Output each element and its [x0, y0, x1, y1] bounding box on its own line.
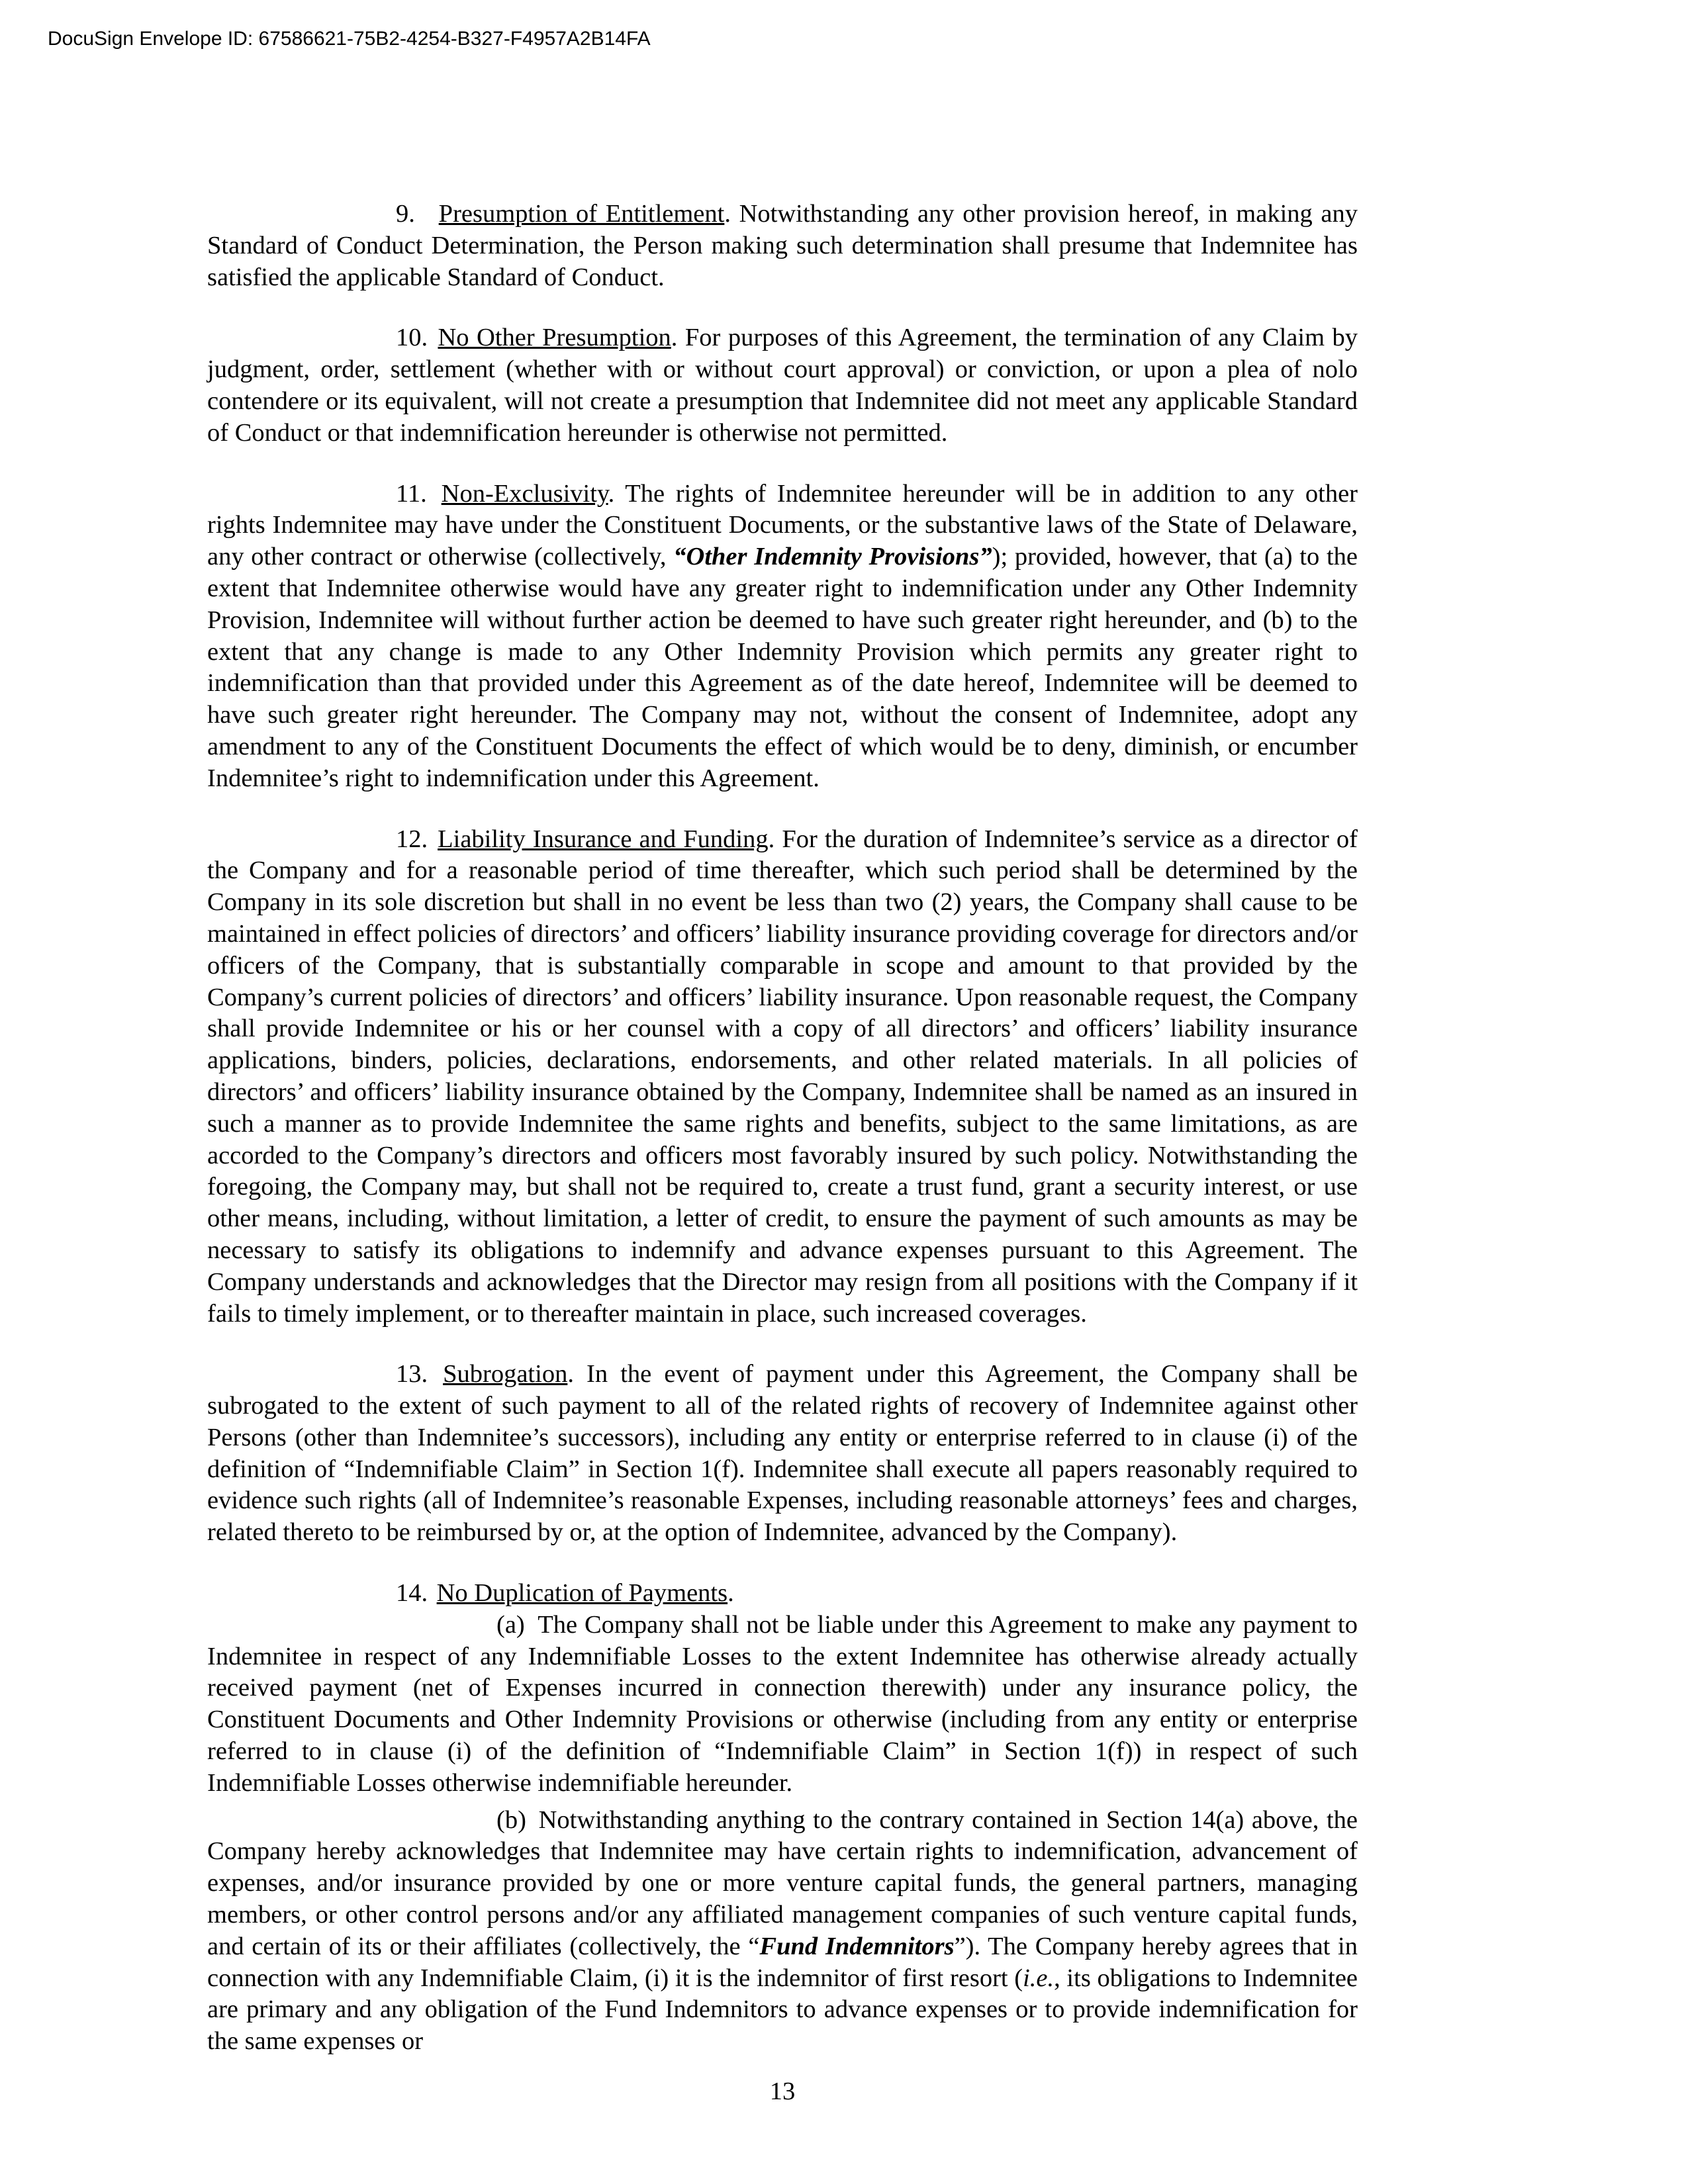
section-14	[207, 1578, 1358, 1610]
section-heading: No Other Presumption	[438, 324, 671, 352]
section-number: 9.	[396, 200, 415, 228]
section-number: 10.	[396, 324, 428, 352]
section-text: .	[727, 1579, 734, 1608]
section-heading: Subrogation	[443, 1360, 568, 1388]
section-13	[207, 1359, 1358, 1549]
section-number: 11.	[396, 479, 427, 508]
section-heading: Liability Insurance and Funding	[438, 825, 769, 853]
section-heading: Presumption of Entitlement	[438, 200, 725, 228]
section-12	[207, 824, 1358, 1330]
section-9	[207, 199, 1358, 293]
subsection-a	[207, 1610, 1358, 1799]
section-text: . Notwithstanding any other provision hereof, in making any Standard of Conduct Determination, the Person making such determination shall presume that Indemnitee has satisfied the applicable Standard of Conduct.	[207, 200, 1358, 291]
section-text: Notwithstanding anything to the contrary contained in Section 14(a) above, the Company hereby acknowledges that Indemnitee may have certain rights to indemnification, advancement of expenses, and/or insurance provided by one or more venture capital funds, the general partners, managing members, or other control persons and/or any affiliated management companies of such venture capital funds, and certain of its or their affiliates (collectively, the “	[207, 1805, 1358, 1960]
section-text: . For the duration of Indemnitee’s service as a director of the Company and for a reasonable period of time thereafter, which such period shall be determined by the Company in its sole discretion but shall in no event be less than two (2) years, the Company shall cause to be maintained in effect policies of directors’ and officers’ liability insurance providing coverage for directors and/or officers of the Company, that is substantially comparable in scope and amount to that provided by the Company’s current policies of directors’ and officers’ liability insurance. Upon reasonable request, the Company shall provide Indemnitee or his or her counsel with a copy of all directors’ and officers’ liability insurance applications, binders, policies, declarations, endorsements, and other related materials. In all policies of directors’ and officers’ liability insurance obtained by the Company, Indemnitee shall be named as an insured in such a manner as to provide Indemnitee the same rights and benefits, subject to the same limitations, as are accorded to the Company’s directors and officers most favorably insured by such policy. Notwithstanding the foregoing, the Company may, but shall not be required to, create a trust fund, grant a security interest, or use other means, including, without limitation, a letter of credit, to ensure the payment of such amounts as may be necessary to satisfy its obligations to indemnify and advance expenses pursuant to this Agreement. The Company understands and acknowledges that the Director may resign from all positions with the Company if it fails to timely implement, or to thereafter maintain in place, such increased coverages.	[207, 825, 1358, 1328]
section-11	[207, 478, 1358, 795]
docusign-envelope-id: DocuSign Envelope ID: 67586621-75B2-4254-B327-F4957A2B14FA	[48, 28, 651, 50]
section-number: 13.	[396, 1360, 428, 1388]
section-text: The Company shall not be liable under this Agreement to make any payment to Indemnitee in respect of any Indemnifiable Losses to the extent Indemnitee has otherwise already actually received payment (net of Expenses incurred in connection therewith) under any insurance policy, the Constituent Documents and Other Indemnity Provisions or otherwise (including from any entity or enterprise referred to in clause (i) of the definition of “Indemnifiable Claim” in Section 1(f)) in respect of such Indemnifiable Losses otherwise indemnifiable hereunder.	[207, 1610, 1358, 1797]
defined-term: Fund Indemnitors	[759, 1932, 955, 1960]
section-number: 14.	[396, 1579, 428, 1608]
section-text: . The rights of Indemnitee hereunder will be in addition to any other rights Indemnitee may have under the Constituent Documents, or the substantive laws of the State of Delaware, any other contract or otherwise (collectively,	[207, 479, 1358, 571]
section-heading: Non-Exclusivity	[441, 479, 608, 508]
section-10	[207, 322, 1358, 449]
section-text: , its obligations to Indemnitee are primary and any obligation of the Fund Indemnitors to advance expenses or to provide indemnification for the same expenses or	[207, 1964, 1358, 2056]
defined-term: i.e.	[1023, 1964, 1055, 1992]
section-text: . In the event of payment under this Agreement, the Company shall be subrogated to the extent of such payment to all of the related rights of recovery of Indemnitee against other Persons (other than Indemnitee’s successors), including any entity or enterprise referred to in clause (i) of the definition of “Indemnifiable Claim” in Section 1(f). Indemnitee shall execute all papers reasonably required to evidence such rights (all of Indemnitee’s reasonable Expenses, including reasonable attorneys’ fees and charges, related thereto to be reimbursed by or, at the option of Indemnitee, advanced by the Company).	[207, 1360, 1358, 1547]
section-text: ”). The Company hereby agrees that in connection with any Indemnifiable Claim, (i) it is the indemnitor of first resort (	[207, 1932, 1358, 1992]
page-number: 13	[769, 2077, 796, 2106]
section-heading: No Duplication of Payments	[436, 1579, 728, 1608]
section-text: . For purposes of this Agreement, the termination of any Claim by judgment, order, settlement (whether with or without court approval) or conviction, or upon a plea of nolo contendere or its equivalent, will not create a presumption that Indemnitee did not meet any applicable Standard of Conduct or that indemnification hereunder is otherwise not permitted.	[207, 324, 1358, 447]
section-number: 12.	[396, 825, 428, 853]
defined-term: “Other Indemnity Provisions”	[673, 543, 992, 571]
section-number: (b)	[496, 1805, 526, 1834]
document-body	[207, 199, 1358, 2058]
section-number: (a)	[496, 1610, 525, 1639]
subsection-b	[207, 1805, 1358, 2058]
section-text: ); provided, however, that (a) to the extent that Indemnitee otherwise would have any greater right to indemnification under any Other Indemnity Provision, Indemnitee will without further action be deemed to have such greater right hereunder, and (b) to the extent that any change is made to any Other Indemnity Provision which permits any greater right to indemnification than that provided under this Agreement as of the date hereof, Indemnitee will be deemed to have such greater right hereunder. The Company may not, without the consent of Indemnitee, adopt any amendment to any of the Constituent Documents the effect of which would be to deny, diminish, or encumber Indemnitee’s right to indemnification under this Agreement.	[207, 543, 1358, 792]
